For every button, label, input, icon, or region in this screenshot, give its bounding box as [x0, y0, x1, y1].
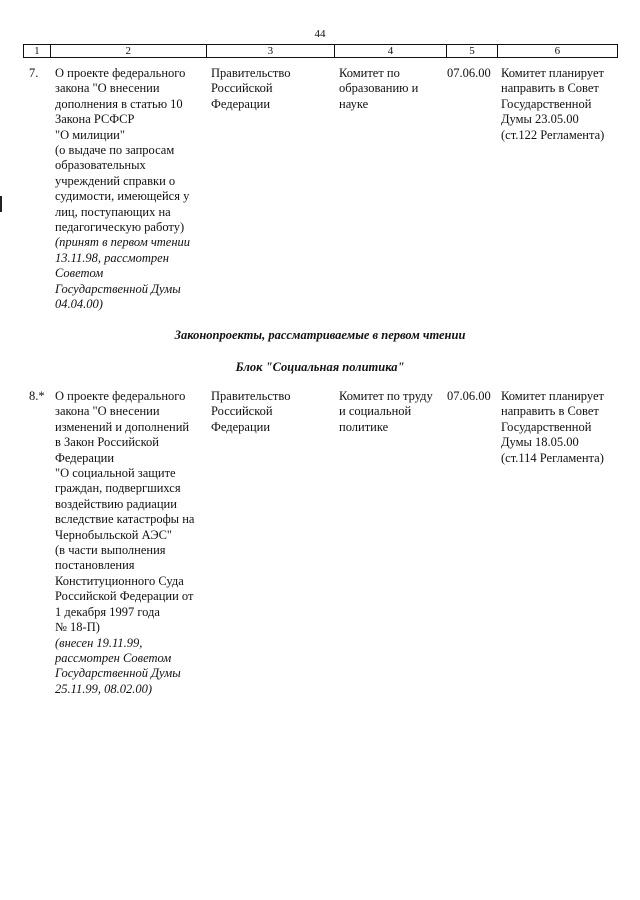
title-line: воздействию радиации: [55, 496, 177, 511]
plan-line: Комитет планирует: [501, 66, 604, 80]
committee-line: науке: [339, 96, 369, 111]
title-line: № 18-П): [55, 620, 100, 635]
note-line: рассмотрен Советом: [55, 650, 172, 665]
row-number: 7.: [29, 66, 39, 80]
plan-line: направить в Совет: [501, 81, 599, 96]
title-line: лиц, поступающих на: [55, 204, 171, 219]
bill-title: [55, 389, 207, 697]
committee-line: образованию и: [339, 81, 419, 96]
col-header-2: 2: [50, 45, 206, 58]
title-line: закона "О внесении: [55, 404, 160, 419]
title-line: судимости, имеющейся у: [55, 189, 190, 204]
committee-line: Комитет по: [339, 66, 400, 80]
note-line: Государственной Думы: [55, 281, 181, 296]
section-heading: Законопроекты, рассматриваемые в первом чтении: [174, 328, 466, 342]
title-line: 1 декабря 1997 года: [55, 604, 160, 619]
title-line: О проекте федерального: [55, 389, 186, 403]
committee-line: Комитет по труду: [339, 389, 433, 403]
page-number: 44: [314, 28, 326, 40]
bill-title: [55, 66, 207, 313]
committee-line: и социальной: [339, 404, 412, 419]
title-line: граждан, подвергшихся: [55, 481, 181, 496]
note-line: (внесен 19.11.99,: [55, 635, 143, 650]
author-line: Правительство: [211, 389, 291, 403]
note-line: 13.11.98, рассмотрен: [55, 250, 169, 265]
author-line: Федерации: [211, 96, 271, 111]
committee: [339, 66, 447, 112]
title-line: образовательных: [55, 158, 146, 173]
note-line: 04.04.00): [55, 297, 103, 312]
column-header-table: [23, 44, 618, 58]
col-header-3: 3: [206, 45, 334, 58]
col-header-6: 6: [497, 45, 617, 58]
title-line: постановления: [55, 558, 135, 573]
title-line: закона "О внесении: [55, 81, 160, 96]
title-line: педагогическую работу): [55, 220, 185, 235]
title-line: Конституционного Суда: [55, 573, 184, 588]
title-line: Закона РСФСР: [55, 112, 135, 127]
margin-mark: [0, 196, 2, 212]
committee: [339, 389, 447, 435]
committee-line: политике: [339, 419, 389, 434]
plan-line: (ст.122 Регламента): [501, 127, 605, 142]
col-header-5: 5: [447, 45, 498, 58]
plan: [501, 66, 621, 143]
author-line: Российской: [211, 404, 273, 419]
plan-line: (ст.114 Регламента): [501, 450, 604, 465]
title-line: (о выдаче по запросам: [55, 143, 175, 158]
row-number: 8.*: [29, 389, 45, 403]
note-line: Советом: [55, 266, 104, 281]
col-header-4: 4: [334, 45, 446, 58]
col-header-1: 1: [24, 45, 51, 58]
title-line: учреждений справки о: [55, 173, 176, 188]
title-line: в Закон Российской: [55, 435, 159, 450]
author: [211, 389, 335, 435]
title-line: вследствие катастрофы на: [55, 512, 195, 527]
plan: [501, 389, 621, 466]
date: 07.06.00: [447, 66, 491, 80]
author-line: Правительство: [211, 66, 291, 80]
plan-line: Думы 23.05.00: [501, 112, 579, 127]
title-line: изменений и дополнений: [55, 419, 190, 434]
note-line: (принят в первом чтении: [55, 235, 191, 250]
author-line: Федерации: [211, 419, 271, 434]
author-line: Российской: [211, 81, 273, 96]
note-line: Государственной Думы: [55, 666, 181, 681]
title-line: "О милиции": [55, 127, 125, 142]
title-line: Российской Федерации от: [55, 589, 194, 604]
plan-line: направить в Совет: [501, 404, 599, 419]
note-line: 25.11.99, 08.02.00): [55, 681, 152, 696]
title-line: Чернобыльской АЭС": [55, 527, 173, 542]
title-line: Федерации: [55, 450, 115, 465]
author: [211, 66, 335, 112]
plan-line: Государственной: [501, 96, 592, 111]
plan-line: Комитет планирует: [501, 389, 604, 403]
title-line: дополнения в статью 10: [55, 96, 183, 111]
block-heading: Блок "Социальная политика": [235, 360, 405, 374]
title-line: "О социальной защите: [55, 466, 176, 481]
title-line: О проекте федерального: [55, 66, 186, 80]
date: 07.06.00: [447, 389, 491, 403]
plan-line: Думы 18.05.00: [501, 435, 579, 450]
plan-line: Государственной: [501, 419, 592, 434]
title-line: (в части выполнения: [55, 543, 166, 558]
